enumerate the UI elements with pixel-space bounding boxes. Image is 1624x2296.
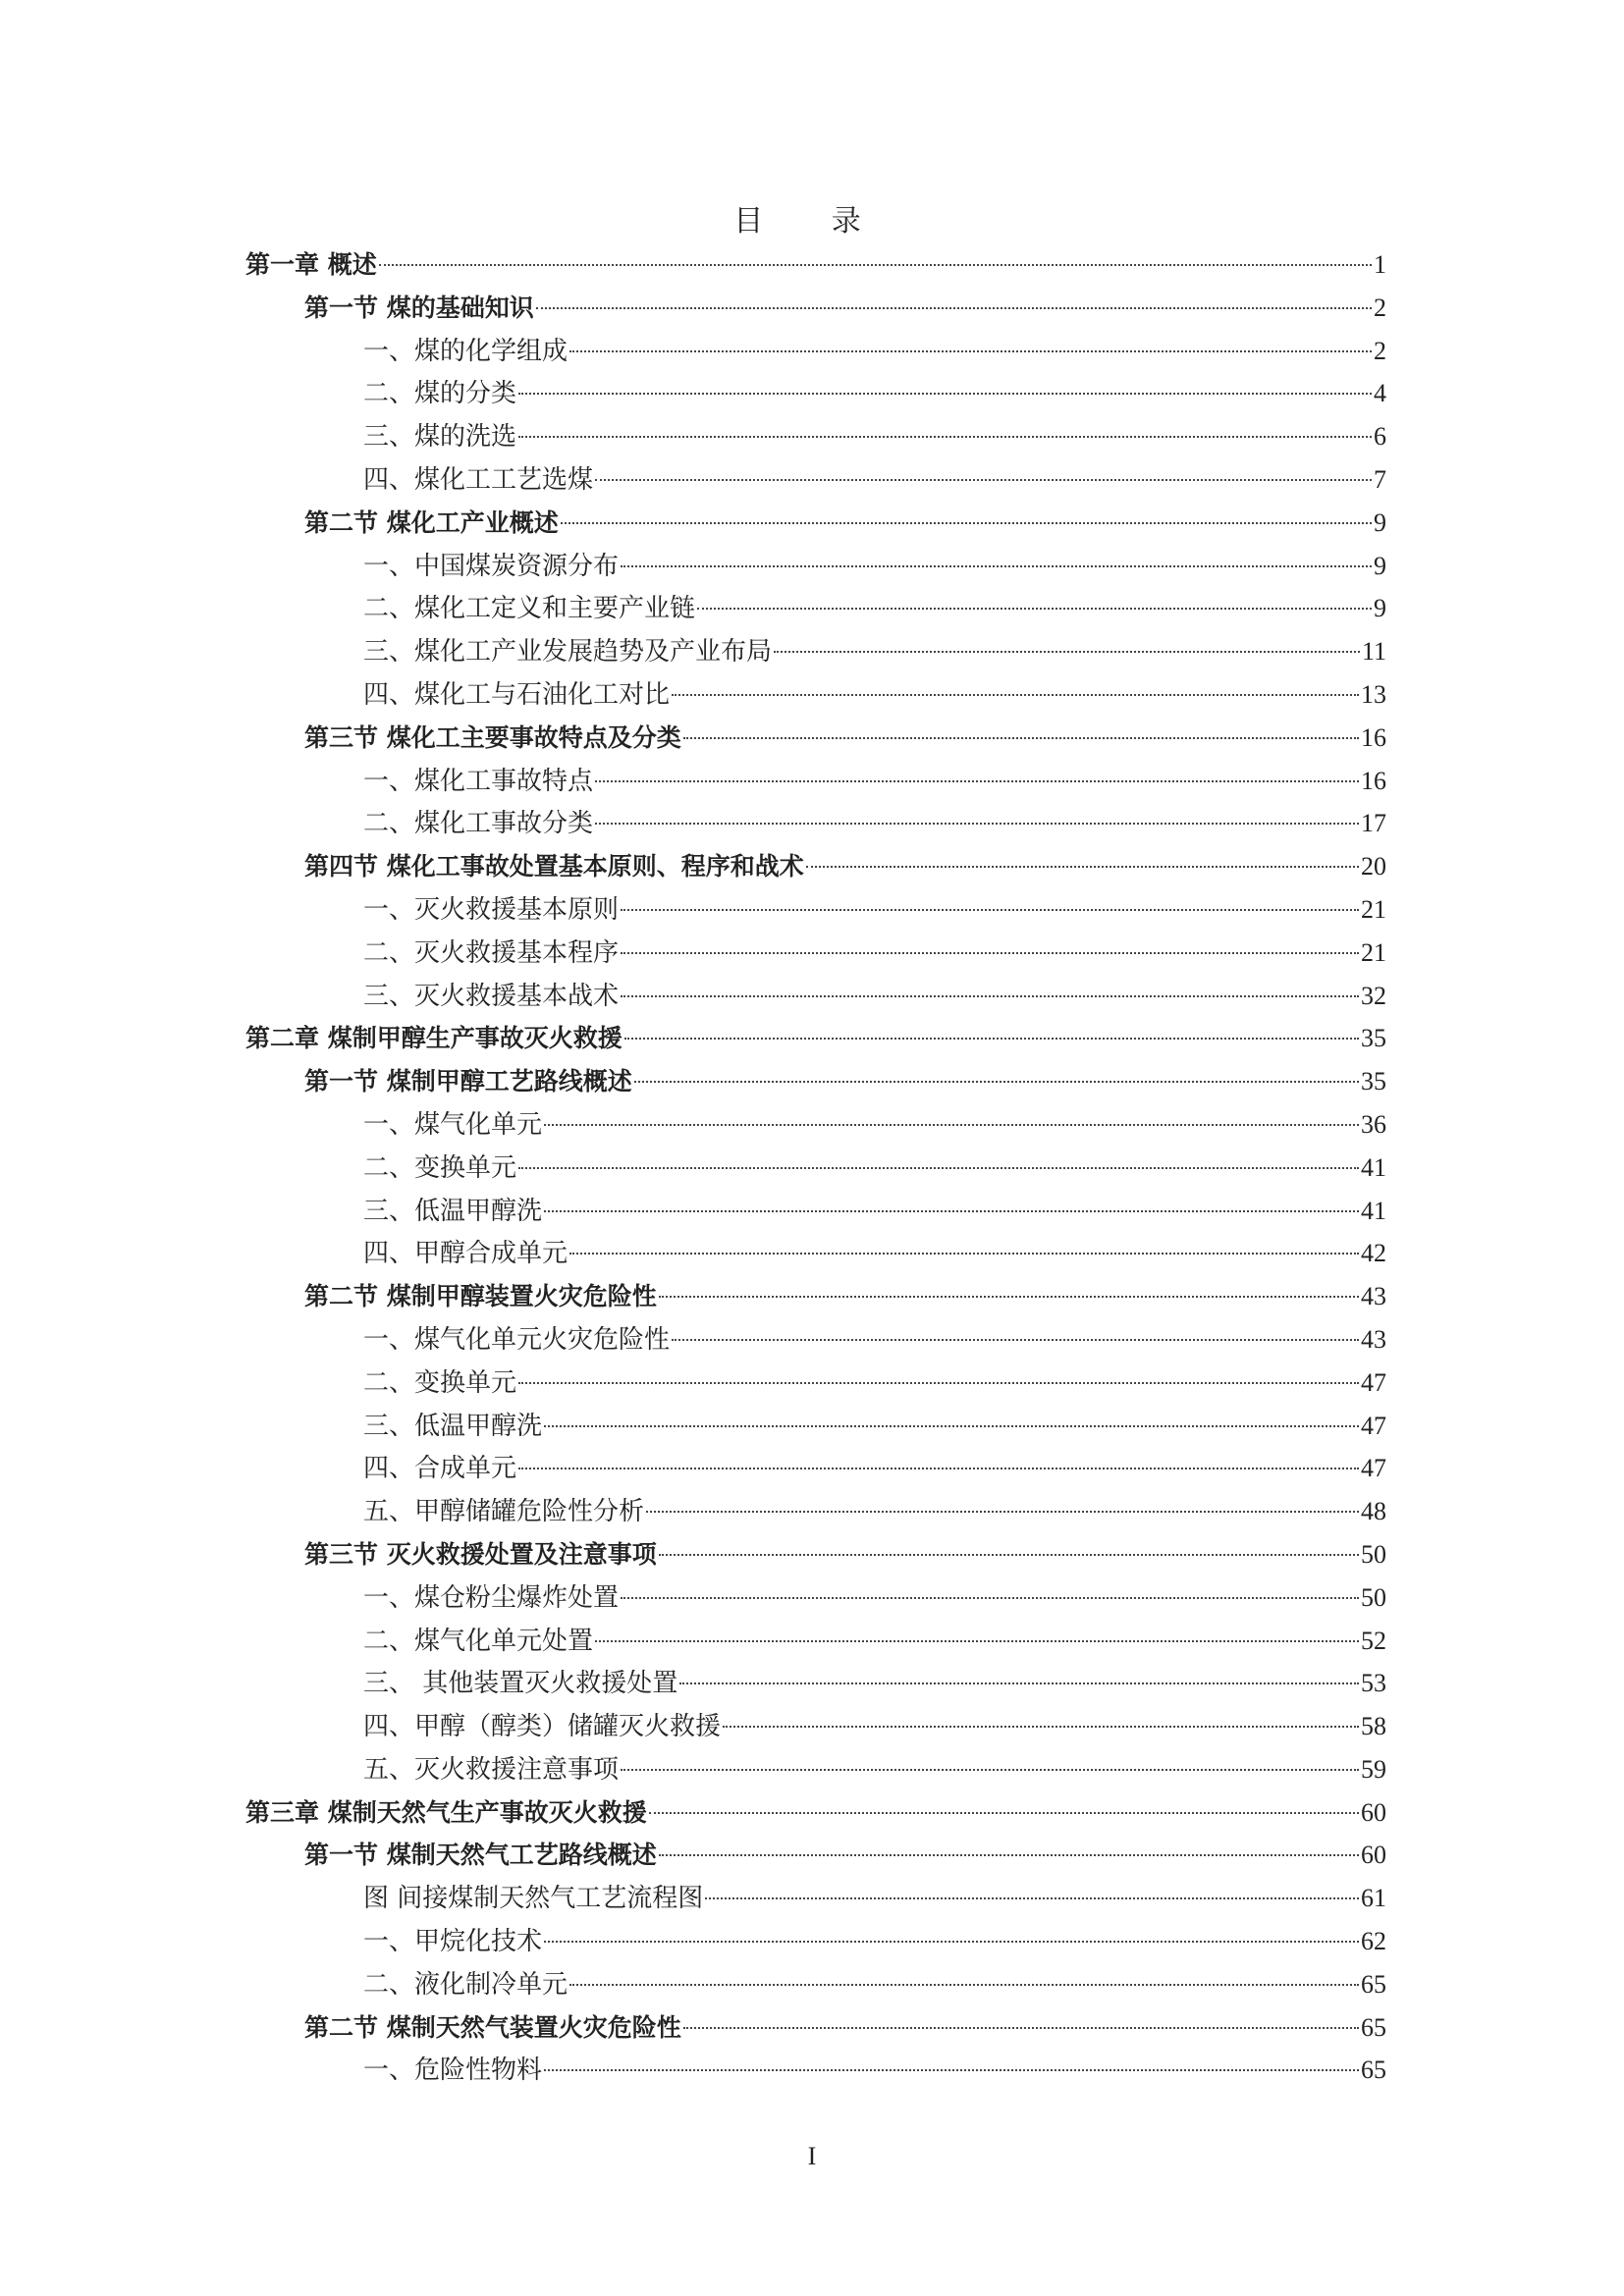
dot-leader bbox=[544, 1425, 1359, 1427]
toc-entry-label: 图 间接煤制天然气工艺流程图 bbox=[363, 1884, 704, 1914]
toc-entry-page-number: 1 bbox=[1374, 250, 1386, 279]
toc-entry[interactable] bbox=[245, 587, 1386, 630]
toc-entry[interactable] bbox=[245, 1620, 1386, 1663]
toc-entry-page-number: 9 bbox=[1374, 551, 1386, 580]
toc-entry-page-number: 2 bbox=[1374, 293, 1386, 322]
dot-leader bbox=[646, 1511, 1359, 1513]
toc-entry-label: 二、变换单元 bbox=[363, 1367, 517, 1398]
toc-entry-label: 第二章 煤制甲醇生产事故灭火救援 bbox=[245, 1024, 623, 1053]
dot-leader bbox=[569, 1984, 1359, 1986]
dot-leader bbox=[621, 565, 1372, 567]
dot-leader bbox=[621, 952, 1359, 954]
toc-entry-label: 一、危险性物料 bbox=[363, 2056, 543, 2086]
toc-entry-label: 四、合成单元 bbox=[363, 1454, 517, 1484]
toc-entry-label: 一、甲烷化技术 bbox=[363, 1927, 543, 1957]
toc-entry-page-number: 11 bbox=[1361, 637, 1386, 667]
toc-entry[interactable] bbox=[245, 1791, 1386, 1835]
toc-entry-page-number: 41 bbox=[1361, 1152, 1386, 1182]
toc-entry-label: 第三节 灭火救援处置及注意事项 bbox=[304, 1539, 657, 1569]
toc-entry-label: 二、液化制冷单元 bbox=[363, 1969, 568, 2000]
toc-entry-label: 五、灭火救援注意事项 bbox=[363, 1754, 620, 1785]
toc-entry-page-number: 61 bbox=[1361, 1884, 1386, 1913]
toc-entry-page-number: 4 bbox=[1374, 379, 1386, 408]
toc-entry-page-number: 9 bbox=[1374, 507, 1386, 537]
toc-entry-label: 第一节 煤制甲醇工艺路线概述 bbox=[304, 1067, 632, 1096]
toc-entry-page-number: 32 bbox=[1361, 981, 1386, 1010]
dot-leader bbox=[518, 393, 1372, 395]
toc-entry-label: 第三节 煤化工主要事故特点及分类 bbox=[304, 722, 681, 752]
dot-leader bbox=[595, 823, 1359, 825]
toc-entry-label: 三、低温甲醇洗 bbox=[363, 1411, 543, 1441]
dot-leader bbox=[379, 264, 1372, 266]
dot-leader bbox=[624, 1038, 1359, 1040]
dot-leader bbox=[649, 1812, 1359, 1814]
dot-leader bbox=[569, 1253, 1359, 1255]
toc-entry-page-number: 50 bbox=[1361, 1539, 1386, 1569]
toc-entry-label: 三、煤的洗选 bbox=[363, 422, 517, 453]
dot-leader bbox=[595, 479, 1372, 481]
dot-leader bbox=[806, 866, 1359, 868]
toc-entry[interactable] bbox=[245, 845, 1386, 888]
toc-entry-page-number: 43 bbox=[1361, 1282, 1386, 1311]
toc-entry[interactable] bbox=[245, 1103, 1386, 1147]
toc-entry-page-number: 65 bbox=[1361, 1969, 1386, 1999]
dot-leader bbox=[683, 2027, 1359, 2029]
toc-entry-page-number: 16 bbox=[1361, 722, 1386, 752]
dot-leader bbox=[518, 1468, 1359, 1469]
toc-entry[interactable] bbox=[245, 2049, 1386, 2092]
toc-entry[interactable] bbox=[245, 888, 1386, 932]
toc-entry-page-number: 47 bbox=[1361, 1454, 1386, 1483]
toc-entry[interactable] bbox=[245, 1533, 1386, 1576]
toc-entry-label: 第二节 煤化工产业概述 bbox=[304, 507, 559, 537]
toc-entry-label: 第一章 概述 bbox=[245, 250, 377, 279]
toc-entry-page-number: 50 bbox=[1361, 1582, 1386, 1612]
toc-entry-page-number: 21 bbox=[1361, 937, 1386, 967]
toc-entry[interactable] bbox=[245, 932, 1386, 975]
toc-entry-label: 四、甲醇合成单元 bbox=[363, 1239, 568, 1269]
toc-entry[interactable] bbox=[245, 1232, 1386, 1275]
toc-entry[interactable] bbox=[245, 1920, 1386, 1963]
dot-leader bbox=[672, 694, 1359, 696]
toc-entry-page-number: 17 bbox=[1361, 809, 1386, 838]
toc-entry-page-number: 21 bbox=[1361, 894, 1386, 924]
toc-entry-label: 一、煤气化单元火灾危险性 bbox=[363, 1324, 671, 1355]
toc-entry-label: 二、灭火救援基本程序 bbox=[363, 937, 620, 968]
toc-entry[interactable] bbox=[245, 1447, 1386, 1490]
footer-page-number: I bbox=[807, 2142, 817, 2170]
toc-entry[interactable] bbox=[245, 1318, 1386, 1362]
toc-entry[interactable] bbox=[245, 545, 1386, 588]
toc-entry-page-number: 41 bbox=[1361, 1196, 1386, 1225]
toc-entry-label: 第三章 煤制天然气生产事故灭火救援 bbox=[245, 1797, 647, 1827]
dot-leader bbox=[621, 909, 1359, 911]
dot-leader bbox=[518, 1167, 1359, 1169]
toc-entry[interactable] bbox=[245, 630, 1386, 673]
toc-entry-label: 二、煤化工事故分类 bbox=[363, 809, 594, 839]
dot-leader bbox=[621, 995, 1359, 997]
dot-leader bbox=[723, 1726, 1359, 1728]
toc-entry[interactable] bbox=[245, 415, 1386, 458]
toc-entry-page-number: 13 bbox=[1361, 679, 1386, 709]
dot-leader bbox=[544, 1210, 1359, 1212]
toc-entry[interactable] bbox=[245, 1963, 1386, 2006]
toc-entry-page-number: 60 bbox=[1361, 1841, 1386, 1870]
toc-entry-page-number: 65 bbox=[1361, 2056, 1386, 2085]
toc-entry-page-number: 16 bbox=[1361, 766, 1386, 795]
dot-leader bbox=[659, 1554, 1359, 1556]
toc-entry[interactable] bbox=[245, 1060, 1386, 1103]
toc-entry-page-number: 65 bbox=[1361, 2012, 1386, 2042]
toc-title: 目 录 bbox=[733, 204, 891, 239]
toc-entry-page-number: 62 bbox=[1361, 1927, 1386, 1956]
toc-entry[interactable] bbox=[245, 372, 1386, 415]
dot-leader bbox=[595, 780, 1359, 782]
toc-entry-label: 第四节 煤化工事故处置基本原则、程序和战术 bbox=[304, 852, 804, 881]
toc-entry-page-number: 9 bbox=[1374, 594, 1386, 623]
toc-entry-page-number: 6 bbox=[1374, 422, 1386, 452]
toc-entry[interactable] bbox=[245, 458, 1386, 502]
toc-entry[interactable] bbox=[245, 1662, 1386, 1705]
toc-entry-page-number: 42 bbox=[1361, 1239, 1386, 1268]
dot-leader bbox=[679, 1682, 1359, 1684]
toc-entry[interactable] bbox=[245, 1877, 1386, 1920]
toc-entry[interactable] bbox=[245, 1748, 1386, 1791]
toc-entry-page-number: 52 bbox=[1361, 1626, 1386, 1655]
toc-entry[interactable] bbox=[245, 1705, 1386, 1748]
toc-entry-label: 一、煤化工事故特点 bbox=[363, 766, 594, 796]
toc-entry-page-number: 58 bbox=[1361, 1712, 1386, 1741]
dot-leader bbox=[659, 1296, 1359, 1298]
toc-entry-page-number: 53 bbox=[1361, 1669, 1386, 1698]
toc-entry-label: 三、灭火救援基本战术 bbox=[363, 981, 620, 1011]
toc-entry-label: 第二节 煤制天然气装置火灾危险性 bbox=[304, 2012, 681, 2042]
toc-entry-label: 三、煤化工产业发展趋势及产业布局 bbox=[363, 637, 773, 667]
toc-entry-label: 一、煤仓粉尘爆炸处置 bbox=[363, 1582, 620, 1613]
toc-entry-page-number: 60 bbox=[1361, 1797, 1386, 1827]
dot-leader bbox=[561, 522, 1372, 524]
toc-entry[interactable] bbox=[245, 673, 1386, 717]
dot-leader bbox=[683, 737, 1359, 739]
toc-entry-label: 第二节 煤制甲醇装置火灾危险性 bbox=[304, 1282, 657, 1311]
toc-entry[interactable] bbox=[245, 760, 1386, 803]
dot-leader bbox=[518, 1382, 1359, 1384]
toc-entry-label: 二、变换单元 bbox=[363, 1152, 517, 1183]
toc-entry-page-number: 47 bbox=[1361, 1411, 1386, 1440]
toc-entry[interactable] bbox=[245, 1017, 1386, 1060]
toc-entry-label: 三、低温甲醇洗 bbox=[363, 1196, 543, 1226]
toc-entry-page-number: 48 bbox=[1361, 1497, 1386, 1526]
toc-entry-label: 四、煤化工与石油化工对比 bbox=[363, 679, 671, 710]
dot-leader bbox=[621, 1769, 1359, 1771]
toc-entry-page-number: 2 bbox=[1374, 336, 1386, 365]
toc-entry[interactable] bbox=[245, 243, 1386, 287]
toc-entry[interactable] bbox=[245, 502, 1386, 545]
toc-entry-label: 第一节 煤的基础知识 bbox=[304, 293, 534, 322]
table-of-contents bbox=[245, 243, 1386, 2092]
toc-entry[interactable] bbox=[245, 1190, 1386, 1233]
toc-entry[interactable] bbox=[245, 1275, 1386, 1318]
toc-entry-label: 一、煤气化单元 bbox=[363, 1109, 543, 1140]
dot-leader bbox=[621, 1597, 1359, 1599]
dot-leader bbox=[518, 436, 1372, 438]
toc-entry[interactable] bbox=[245, 1576, 1386, 1620]
dot-leader bbox=[536, 307, 1372, 309]
toc-entry-page-number: 35 bbox=[1361, 1024, 1386, 1053]
dot-leader bbox=[705, 1897, 1359, 1899]
toc-entry-page-number: 47 bbox=[1361, 1367, 1386, 1397]
toc-entry-page-number: 20 bbox=[1361, 852, 1386, 881]
dot-leader bbox=[774, 651, 1360, 653]
toc-entry[interactable] bbox=[245, 1362, 1386, 1405]
toc-entry-label: 四、煤化工工艺选煤 bbox=[363, 464, 594, 495]
toc-entry-label: 二、煤气化单元处置 bbox=[363, 1626, 594, 1656]
dot-leader bbox=[659, 1854, 1359, 1856]
toc-entry[interactable] bbox=[245, 1834, 1386, 1877]
toc-entry-label: 三、 其他装置灭火救援处置 bbox=[363, 1669, 678, 1699]
toc-entry[interactable] bbox=[245, 1147, 1386, 1190]
toc-entry[interactable] bbox=[245, 287, 1386, 330]
toc-entry[interactable] bbox=[245, 2006, 1386, 2050]
toc-entry[interactable] bbox=[245, 717, 1386, 760]
toc-entry[interactable] bbox=[245, 802, 1386, 845]
toc-entry[interactable] bbox=[245, 1405, 1386, 1448]
toc-entry[interactable] bbox=[245, 330, 1386, 373]
toc-entry-label: 四、甲醇（醇类）储罐灭火救援 bbox=[363, 1712, 722, 1742]
dot-leader bbox=[544, 2069, 1359, 2071]
toc-entry-label: 一、中国煤炭资源分布 bbox=[363, 551, 620, 581]
toc-entry-label: 二、煤的分类 bbox=[363, 379, 517, 409]
toc-entry-label: 第一节 煤制天然气工艺路线概述 bbox=[304, 1841, 657, 1870]
dot-leader bbox=[595, 1640, 1359, 1642]
toc-entry-page-number: 59 bbox=[1361, 1754, 1386, 1784]
toc-entry-label: 一、煤的化学组成 bbox=[363, 336, 568, 366]
toc-entry-label: 一、灭火救援基本原则 bbox=[363, 894, 620, 925]
toc-entry-label: 二、煤化工定义和主要产业链 bbox=[363, 594, 696, 624]
toc-entry-page-number: 43 bbox=[1361, 1324, 1386, 1354]
dot-leader bbox=[544, 1124, 1359, 1126]
dot-leader bbox=[569, 350, 1372, 352]
dot-leader bbox=[697, 608, 1372, 610]
dot-leader bbox=[544, 1941, 1359, 1943]
dot-leader bbox=[672, 1339, 1359, 1341]
dot-leader bbox=[634, 1081, 1359, 1083]
toc-entry-page-number: 36 bbox=[1361, 1109, 1386, 1139]
toc-entry-page-number: 7 bbox=[1374, 464, 1386, 494]
toc-entry-label: 五、甲醇储罐危险性分析 bbox=[363, 1497, 645, 1527]
toc-entry[interactable] bbox=[245, 1490, 1386, 1533]
toc-entry[interactable] bbox=[245, 975, 1386, 1018]
toc-entry-page-number: 35 bbox=[1361, 1067, 1386, 1096]
